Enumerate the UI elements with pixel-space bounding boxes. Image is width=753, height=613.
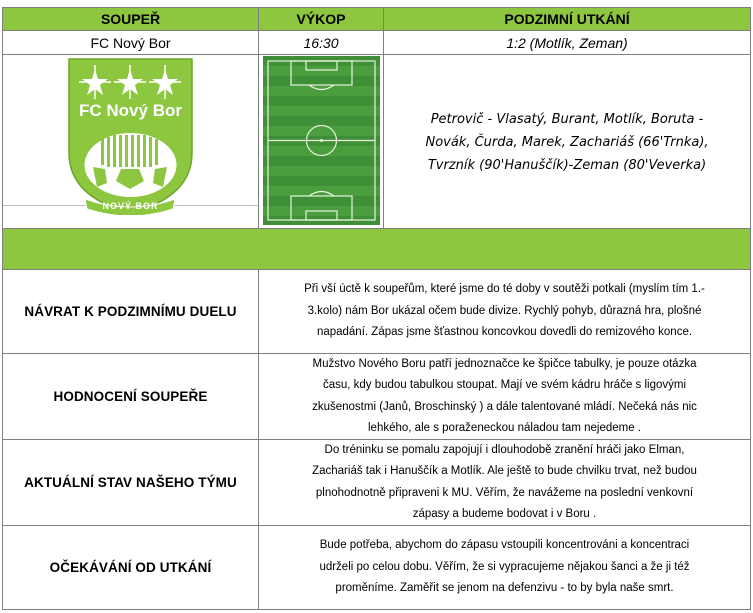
text-line: Mužstvo Nového Boru patří jednoznačce ke špičce tabulky, je pouze otázka xyxy=(312,357,697,370)
lineup-line: Tvrzník (90'Hanuščík)-Zeman (80'Veverka) xyxy=(427,157,707,173)
header-kickoff: VÝKOP xyxy=(258,7,384,31)
text-line: Bude potřeba, abychom do zápasu vstoupili koncentrováni a koncentraci xyxy=(319,539,690,552)
text-line: udrželi po celou dobu. Věřím, že si vypracujeme nějakou šanci a že ji též xyxy=(319,560,690,573)
text-line: napadání. Zápas jsme šťastnou koncovkou dovedli do remizového konce. xyxy=(316,326,693,339)
text-line: zápasy a budeme bodovat i v Boru . xyxy=(412,508,597,520)
club-crest-icon xyxy=(67,57,194,215)
text-line: plnohodnotně připraveni k MU. Věřím, že navážeme na poslední venkovní xyxy=(315,486,694,499)
section-label-opponent-rating: HODNOCENÍ SOUPEŘE xyxy=(2,353,259,440)
kickoff-time: 16:30 xyxy=(258,30,384,55)
section-text-return xyxy=(258,269,751,354)
logo-banner-text: NOVÝ BOR xyxy=(102,201,159,211)
text-line: Zachariáš tak i Hanuščík a Motlík. Ale ještě to bude chvilku trvat, než budou xyxy=(312,465,697,477)
text-line: Při vší úctě k soupeřům, které jsme do té doby v soutěži potkali (myslím tím 1.- xyxy=(304,283,705,296)
text-line: 3.kolo) nám Bor ukázal očem bude divize. Rychlý pohyb, důrazná hra, plošné xyxy=(307,304,702,317)
section-text-opponent-rating xyxy=(258,353,751,440)
opponent-name: FC Nový Bor xyxy=(2,30,259,55)
section-text-team-status xyxy=(258,439,751,526)
text-line: času, kdy budou tabulkou stoupat. Mají ve svém kádru hráče s ligovými xyxy=(322,379,687,391)
header-opponent: SOUPEŘ xyxy=(2,7,259,31)
section-label-team-status: AKTUÁLNÍ STAV NAŠEHO TÝMU xyxy=(2,439,259,526)
football-pitch-icon xyxy=(263,56,380,225)
section-text-expectations xyxy=(258,525,751,610)
text-line: Do tréninku se pomalu zapojují i dlouhodobě zranění hráči jako Elman, xyxy=(324,443,685,456)
club-logo xyxy=(67,57,194,215)
lineup-text xyxy=(425,108,708,177)
section-divider-bar xyxy=(2,228,751,270)
lineup-line: Petrovič - Vlasatý, Burant, Motlík, Boruta - xyxy=(430,111,704,127)
lineup-cell xyxy=(383,54,751,229)
logo-club-name: FC Nový Bor xyxy=(79,101,182,120)
section-label-return: NÁVRAT K PODZIMNÍMU DUELU xyxy=(2,269,259,354)
section-label-expectations: OČEKÁVÁNÍ OD UTKÁNÍ xyxy=(2,525,259,610)
text-line: lehkého, ale s poraženeckou náladou tam nejedeme . xyxy=(368,422,641,434)
header-autumn-match: PODZIMNÍ UTKÁNÍ xyxy=(383,7,751,31)
lineup-line: Novák, Čurda, Marek, Zachariáš (66'Trnka), xyxy=(425,134,709,150)
text-line: proměníme. Zaměřit se jenom na defenzivu - to by byla naše smrt. xyxy=(335,582,674,595)
text-line: zkušenostmi (Janů, Broschinský ) a dále talentované mládí. Nečeká nás nic xyxy=(312,400,697,413)
pitch-diagram xyxy=(263,56,380,225)
autumn-result: 1:2 (Motlík, Zeman) xyxy=(383,30,751,55)
